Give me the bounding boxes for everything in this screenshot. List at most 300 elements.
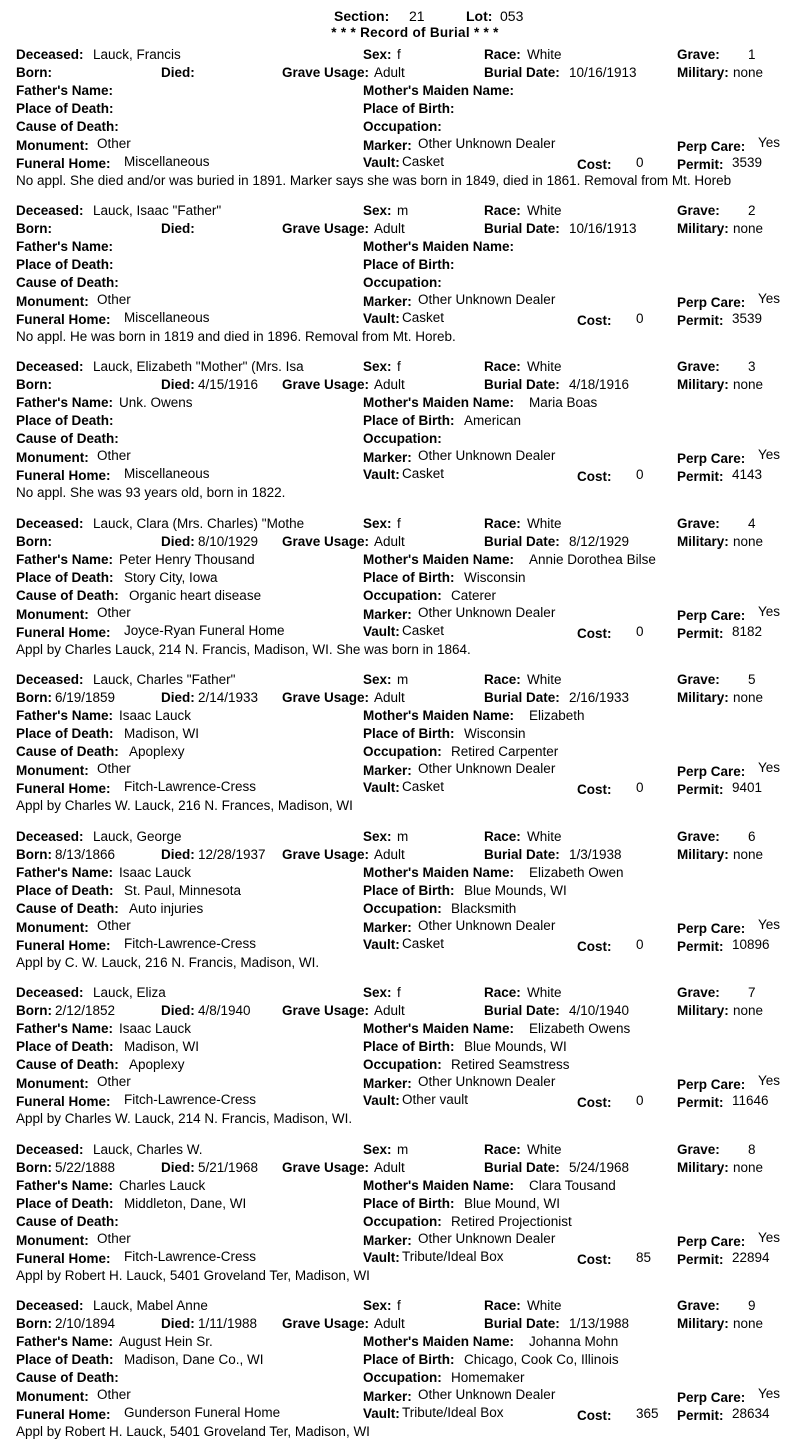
- note-row: [0, 1424, 800, 1442]
- military-label: Military:: [677, 221, 729, 236]
- burial-date-label: Burial Date:: [484, 1160, 560, 1175]
- vault-label: Vault:: [363, 155, 400, 170]
- funeral-home-label: Funeral Home:: [16, 625, 111, 640]
- fathers-name-value: Peter Henry Thousand: [119, 552, 255, 567]
- monument-value: Other: [97, 1231, 131, 1246]
- died-label: Died:: [161, 1160, 195, 1175]
- vault-value: Casket: [402, 623, 445, 638]
- places-row: [0, 726, 800, 744]
- fathers-name-label: Father's Name:: [16, 552, 113, 567]
- grave-value: 9: [748, 1298, 756, 1313]
- lot-value: 053: [500, 8, 524, 24]
- permit-label: Permit:: [677, 939, 724, 954]
- place-of-death-value: Story City, Iowa: [124, 570, 218, 585]
- cause-of-death-label: Cause of Death:: [16, 1057, 119, 1072]
- monument-value: Other: [97, 448, 131, 463]
- died-label: Died:: [161, 1316, 195, 1331]
- occupation-value: Homemaker: [451, 1370, 525, 1385]
- born-row: [0, 847, 800, 865]
- places-row: [0, 257, 800, 275]
- occupation-label: Occupation:: [363, 901, 442, 916]
- note-row: [0, 642, 800, 660]
- permit-label: Permit:: [677, 157, 724, 172]
- record-note: Appl by Charles Lauck, 214 N. Francis, Madison, WI. She was born in 1864.: [16, 642, 471, 657]
- fathers-name-label: Father's Name:: [16, 239, 113, 254]
- cause-of-death-label: Cause of Death:: [16, 744, 119, 759]
- marker-label: Marker:: [363, 763, 412, 778]
- cost-label: Cost:: [577, 1252, 612, 1267]
- race-value: White: [527, 672, 562, 687]
- burial-date-label: Burial Date:: [484, 847, 560, 862]
- place-of-birth-label: Place of Birth:: [363, 726, 455, 741]
- record-note: Appl by C. W. Lauck, 216 N. Francis, Madison, WI.: [16, 955, 320, 970]
- vault-label: Vault:: [363, 467, 400, 482]
- funeral-row: [0, 1250, 800, 1268]
- parents-row: [0, 395, 800, 413]
- place-of-death-value: St. Paul, Minnesota: [124, 883, 242, 898]
- cost-value: 0: [636, 311, 644, 326]
- vault-value: Casket: [402, 936, 445, 951]
- vault-value: Casket: [402, 310, 445, 325]
- place-of-death-value: Madison, Dane Co., WI: [124, 1352, 264, 1367]
- race-value: White: [527, 1298, 562, 1313]
- place-of-death-value: Madison, WI: [124, 1039, 200, 1054]
- monument-row: [0, 1388, 800, 1406]
- marker-value: Other Unknown Dealer: [418, 1074, 556, 1089]
- deceased-row: [0, 1298, 800, 1316]
- monument-value: Other: [97, 918, 131, 933]
- monument-row: [0, 449, 800, 467]
- cost-label: Cost:: [577, 626, 612, 641]
- mothers-maiden-name-label: Mother's Maiden Name:: [363, 239, 514, 254]
- cost-label: Cost:: [577, 313, 612, 328]
- deceased-value: Lauck, Charles "Father": [93, 672, 236, 687]
- fathers-name-value: Isaac Lauck: [119, 708, 192, 723]
- mothers-maiden-name-value: Johanna Mohn: [529, 1334, 619, 1349]
- born-label: Born:: [16, 221, 52, 236]
- grave-label: Grave:: [677, 985, 720, 1000]
- burial-record: [0, 517, 800, 673]
- section-label: Section:: [334, 8, 390, 24]
- sex-value: f: [397, 359, 401, 374]
- place-of-death-value: Madison, WI: [124, 726, 200, 741]
- grave-usage-label: Grave Usage:: [282, 1003, 370, 1018]
- cause-of-death-label: Cause of Death:: [16, 901, 119, 916]
- occupation-value: Blacksmith: [451, 901, 517, 916]
- sex-label: Sex:: [363, 985, 392, 1000]
- note-row: [0, 1111, 800, 1129]
- monument-row: [0, 137, 800, 155]
- cause-row: [0, 744, 800, 762]
- deceased-label: Deceased:: [16, 47, 84, 62]
- marker-label: Marker:: [363, 1076, 412, 1091]
- funeral-row: [0, 1093, 800, 1111]
- deceased-label: Deceased:: [16, 829, 84, 844]
- place-of-death-label: Place of Death:: [16, 413, 114, 428]
- sex-value: m: [397, 203, 409, 218]
- permit-value: 4143: [732, 467, 763, 482]
- perp-care-value: Yes: [758, 1386, 781, 1401]
- permit-value: 3539: [732, 311, 763, 326]
- places-row: [0, 101, 800, 119]
- born-row: [0, 534, 800, 552]
- grave-label: Grave:: [677, 359, 720, 374]
- funeral-home-value: Joyce-Ryan Funeral Home: [124, 623, 285, 638]
- occupation-value: Retired Seamstress: [451, 1057, 570, 1072]
- burial-date-label: Burial Date:: [484, 534, 560, 549]
- grave-label: Grave:: [677, 672, 720, 687]
- born-row: [0, 377, 800, 395]
- burial-date-label: Burial Date:: [484, 1316, 560, 1331]
- deceased-value: Lauck, Charles W.: [93, 1142, 203, 1157]
- cost-label: Cost:: [577, 939, 612, 954]
- grave-label: Grave:: [677, 1298, 720, 1313]
- born-row: [0, 221, 800, 239]
- cause-row: [0, 901, 800, 919]
- funeral-row: [0, 155, 800, 173]
- burial-date-label: Burial Date:: [484, 690, 560, 705]
- permit-label: Permit:: [677, 1408, 724, 1423]
- page-header: [0, 8, 800, 26]
- race-label: Race:: [484, 829, 521, 844]
- record-note: No appl. He was born in 1819 and died in 1896. Removal from Mt. Horeb.: [16, 329, 456, 344]
- military-value: none: [733, 65, 764, 80]
- fathers-name-label: Father's Name:: [16, 83, 113, 98]
- vault-label: Vault:: [363, 311, 400, 326]
- perp-care-label: Perp Care:: [677, 295, 746, 310]
- deceased-label: Deceased:: [16, 672, 84, 687]
- place-of-birth-value: American: [464, 413, 522, 428]
- marker-value: Other Unknown Dealer: [418, 1387, 556, 1402]
- cause-of-death-label: Cause of Death:: [16, 1214, 119, 1229]
- permit-value: 10896: [732, 937, 770, 952]
- born-label: Born:: [16, 377, 52, 392]
- perp-care-label: Perp Care:: [677, 451, 746, 466]
- born-value: 5/22/1888: [55, 1160, 116, 1175]
- grave-value: 1: [748, 47, 756, 62]
- deceased-label: Deceased:: [16, 985, 84, 1000]
- mothers-maiden-name-label: Mother's Maiden Name:: [363, 83, 514, 98]
- occupation-label: Occupation:: [363, 1057, 442, 1072]
- place-of-birth-label: Place of Birth:: [363, 1352, 455, 1367]
- grave-value: 2: [748, 203, 756, 218]
- perp-care-label: Perp Care:: [677, 1077, 746, 1092]
- funeral-home-label: Funeral Home:: [16, 938, 111, 953]
- cost-value: 85: [636, 1250, 652, 1265]
- born-label: Born:: [16, 847, 52, 862]
- monument-label: Monument:: [16, 607, 89, 622]
- monument-label: Monument:: [16, 450, 89, 465]
- vault-value: Tribute/Ideal Box: [402, 1249, 504, 1264]
- grave-usage-value: Adult: [374, 1003, 405, 1018]
- deceased-row: [0, 203, 800, 221]
- vault-label: Vault:: [363, 1250, 400, 1265]
- note-row: [0, 329, 800, 347]
- monument-value: Other: [97, 1387, 131, 1402]
- born-label: Born:: [16, 690, 52, 705]
- grave-label: Grave:: [677, 47, 720, 62]
- perp-care-value: Yes: [758, 917, 781, 932]
- military-label: Military:: [677, 847, 729, 862]
- cause-row: [0, 1370, 800, 1388]
- place-of-death-label: Place of Death:: [16, 1039, 114, 1054]
- burial-record: [0, 1143, 800, 1299]
- sex-label: Sex:: [363, 203, 392, 218]
- occupation-value: Retired Projectionist: [451, 1214, 572, 1229]
- perp-care-value: Yes: [758, 604, 781, 619]
- perp-care-label: Perp Care:: [677, 921, 746, 936]
- vault-value: Other vault: [402, 1092, 469, 1107]
- funeral-row: [0, 467, 800, 485]
- cause-row: [0, 1214, 800, 1232]
- born-row: [0, 690, 800, 708]
- burial-record: [0, 48, 800, 204]
- mothers-maiden-name-label: Mother's Maiden Name:: [363, 865, 514, 880]
- race-value: White: [527, 516, 562, 531]
- deceased-label: Deceased:: [16, 1298, 84, 1313]
- note-row: [0, 955, 800, 973]
- deceased-row: [0, 516, 800, 534]
- sex-label: Sex:: [363, 1298, 392, 1313]
- vault-label: Vault:: [363, 1093, 400, 1108]
- burial-date-value: 5/24/1968: [569, 1160, 630, 1175]
- places-row: [0, 883, 800, 901]
- born-label: Born:: [16, 1160, 52, 1175]
- monument-label: Monument:: [16, 920, 89, 935]
- military-value: none: [733, 1316, 764, 1331]
- military-label: Military:: [677, 1160, 729, 1175]
- died-value: 2/14/1933: [198, 690, 259, 705]
- note-row: [0, 798, 800, 816]
- deceased-label: Deceased:: [16, 1142, 84, 1157]
- deceased-value: Lauck, Isaac "Father": [93, 203, 222, 218]
- vault-label: Vault:: [363, 624, 400, 639]
- sex-value: f: [397, 985, 401, 1000]
- permit-label: Permit:: [677, 782, 724, 797]
- place-of-birth-value: Blue Mound, WI: [464, 1196, 561, 1211]
- funeral-home-value: Fitch-Lawrence-Cress: [124, 779, 257, 794]
- grave-usage-value: Adult: [374, 690, 405, 705]
- race-label: Race:: [484, 47, 521, 62]
- note-row: [0, 485, 800, 503]
- permit-value: 8182: [732, 624, 763, 639]
- cause-row: [0, 275, 800, 293]
- perp-care-value: Yes: [758, 760, 781, 775]
- grave-usage-value: Adult: [374, 377, 405, 392]
- grave-value: 6: [748, 829, 756, 844]
- grave-value: 3: [748, 359, 756, 374]
- cause-row: [0, 431, 800, 449]
- places-row: [0, 1039, 800, 1057]
- monument-value: Other: [97, 605, 131, 620]
- cause-of-death-label: Cause of Death:: [16, 275, 119, 290]
- funeral-home-value: Fitch-Lawrence-Cress: [124, 1092, 257, 1107]
- perp-care-label: Perp Care:: [677, 1234, 746, 1249]
- occupation-label: Occupation:: [363, 744, 442, 759]
- grave-usage-value: Adult: [374, 65, 405, 80]
- burial-record: [0, 1299, 800, 1455]
- mothers-maiden-name-value: Elizabeth: [529, 708, 585, 723]
- perp-care-label: Perp Care:: [677, 1390, 746, 1405]
- cost-value: 365: [636, 1406, 659, 1421]
- cost-value: 0: [636, 467, 644, 482]
- burial-date-label: Burial Date:: [484, 221, 560, 236]
- sex-label: Sex:: [363, 47, 392, 62]
- permit-label: Permit:: [677, 626, 724, 641]
- permit-label: Permit:: [677, 1252, 724, 1267]
- military-value: none: [733, 1003, 764, 1018]
- place-of-birth-label: Place of Birth:: [363, 1196, 455, 1211]
- vault-value: Casket: [402, 154, 445, 169]
- sex-label: Sex:: [363, 1142, 392, 1157]
- grave-label: Grave:: [677, 203, 720, 218]
- cost-label: Cost:: [577, 469, 612, 484]
- deceased-row: [0, 985, 800, 1003]
- military-label: Military:: [677, 377, 729, 392]
- deceased-value: Lauck, Eliza: [93, 985, 166, 1000]
- died-label: Died:: [161, 65, 195, 80]
- deceased-label: Deceased:: [16, 203, 84, 218]
- race-value: White: [527, 203, 562, 218]
- place-of-death-label: Place of Death:: [16, 570, 114, 585]
- place-of-death-label: Place of Death:: [16, 1352, 114, 1367]
- place-of-death-label: Place of Death:: [16, 101, 114, 116]
- military-value: none: [733, 690, 764, 705]
- monument-row: [0, 606, 800, 624]
- cause-of-death-value: Apoplexy: [129, 744, 185, 759]
- race-value: White: [527, 985, 562, 1000]
- record-note: Appl by Robert H. Lauck, 5401 Groveland Ter, Madison, WI: [16, 1424, 370, 1439]
- funeral-row: [0, 311, 800, 329]
- occupation-label: Occupation:: [363, 1370, 442, 1385]
- deceased-value: Lauck, George: [93, 829, 182, 844]
- cost-label: Cost:: [577, 782, 612, 797]
- cause-of-death-label: Cause of Death:: [16, 588, 119, 603]
- military-label: Military:: [677, 1316, 729, 1331]
- perp-care-value: Yes: [758, 1230, 781, 1245]
- burial-date-value: 10/16/1913: [569, 65, 637, 80]
- marker-label: Marker:: [363, 920, 412, 935]
- grave-value: 4: [748, 516, 756, 531]
- born-value: 8/13/1866: [55, 847, 116, 862]
- marker-value: Other Unknown Dealer: [418, 448, 556, 463]
- monument-row: [0, 1232, 800, 1250]
- deceased-row: [0, 829, 800, 847]
- burial-date-label: Burial Date:: [484, 377, 560, 392]
- deceased-row: [0, 672, 800, 690]
- place-of-birth-label: Place of Birth:: [363, 570, 455, 585]
- perp-care-label: Perp Care:: [677, 764, 746, 779]
- mothers-maiden-name-label: Mother's Maiden Name:: [363, 395, 514, 410]
- military-value: none: [733, 847, 764, 862]
- fathers-name-label: Father's Name:: [16, 1178, 113, 1193]
- cause-row: [0, 1057, 800, 1075]
- funeral-home-value: Gunderson Funeral Home: [124, 1405, 281, 1420]
- burial-record: [0, 673, 800, 829]
- fathers-name-value: Isaac Lauck: [119, 865, 192, 880]
- race-label: Race:: [484, 203, 521, 218]
- vault-label: Vault:: [363, 780, 400, 795]
- place-of-birth-value: Wisconsin: [464, 726, 526, 741]
- monument-label: Monument:: [16, 763, 89, 778]
- note-row: [0, 173, 800, 191]
- cause-of-death-value: Auto injuries: [129, 901, 204, 916]
- fathers-name-value: Isaac Lauck: [119, 1021, 192, 1036]
- place-of-birth-value: Blue Mounds, WI: [464, 1039, 567, 1054]
- fathers-name-value: Charles Lauck: [119, 1178, 206, 1193]
- parents-row: [0, 239, 800, 257]
- military-value: none: [733, 377, 764, 392]
- sex-label: Sex:: [363, 516, 392, 531]
- place-of-death-label: Place of Death:: [16, 883, 114, 898]
- grave-label: Grave:: [677, 516, 720, 531]
- cause-of-death-value: Organic heart disease: [129, 588, 262, 603]
- race-label: Race:: [484, 359, 521, 374]
- grave-usage-label: Grave Usage:: [282, 377, 370, 392]
- funeral-row: [0, 937, 800, 955]
- places-row: [0, 1196, 800, 1214]
- born-value: 6/19/1859: [55, 690, 116, 705]
- permit-value: 3539: [732, 155, 763, 170]
- grave-usage-label: Grave Usage:: [282, 690, 370, 705]
- funeral-home-value: Fitch-Lawrence-Cress: [124, 936, 257, 951]
- race-label: Race:: [484, 1298, 521, 1313]
- permit-label: Permit:: [677, 313, 724, 328]
- perp-care-label: Perp Care:: [677, 139, 746, 154]
- vault-label: Vault:: [363, 937, 400, 952]
- monument-label: Monument:: [16, 1076, 89, 1091]
- burial-date-value: 4/10/1940: [569, 1003, 630, 1018]
- perp-care-value: Yes: [758, 1073, 781, 1088]
- record-note: No appl. She died and/or was buried in 1891. Marker says she was born in 1849, died in 1861. Removal from Mt. Horeb: [16, 173, 732, 188]
- place-of-birth-label: Place of Birth:: [363, 413, 455, 428]
- mothers-maiden-name-label: Mother's Maiden Name:: [363, 552, 514, 567]
- occupation-label: Occupation:: [363, 119, 442, 134]
- mothers-maiden-name-label: Mother's Maiden Name:: [363, 1178, 514, 1193]
- died-value: 5/21/1968: [198, 1160, 259, 1175]
- died-label: Died:: [161, 377, 195, 392]
- cause-of-death-value: Apoplexy: [129, 1057, 185, 1072]
- funeral-row: [0, 624, 800, 642]
- permit-value: 22894: [732, 1250, 770, 1265]
- died-value: 4/8/1940: [198, 1003, 251, 1018]
- permit-value: 28634: [732, 1406, 770, 1421]
- born-value: 2/10/1894: [55, 1316, 116, 1331]
- died-value: 8/10/1929: [198, 534, 259, 549]
- died-value: 1/11/1988: [198, 1316, 258, 1331]
- monument-label: Monument:: [16, 138, 89, 153]
- lot-label: Lot:: [466, 8, 493, 24]
- funeral-row: [0, 1406, 800, 1424]
- died-label: Died:: [161, 1003, 195, 1018]
- grave-usage-value: Adult: [374, 847, 405, 862]
- race-value: White: [527, 359, 562, 374]
- places-row: [0, 413, 800, 431]
- mothers-maiden-name-label: Mother's Maiden Name:: [363, 1334, 514, 1349]
- grave-usage-value: Adult: [374, 221, 405, 236]
- grave-usage-label: Grave Usage:: [282, 221, 370, 236]
- place-of-birth-label: Place of Birth:: [363, 101, 455, 116]
- funeral-home-value: Miscellaneous: [124, 310, 210, 325]
- burial-date-value: 1/13/1988: [569, 1316, 630, 1331]
- cause-of-death-label: Cause of Death:: [16, 431, 119, 446]
- deceased-value: Lauck, Mabel Anne: [93, 1298, 208, 1313]
- funeral-row: [0, 780, 800, 798]
- sex-value: f: [397, 47, 401, 62]
- burial-record: [0, 204, 800, 360]
- sex-label: Sex:: [363, 672, 392, 687]
- mothers-maiden-name-value: Annie Dorothea Bilse: [529, 552, 656, 567]
